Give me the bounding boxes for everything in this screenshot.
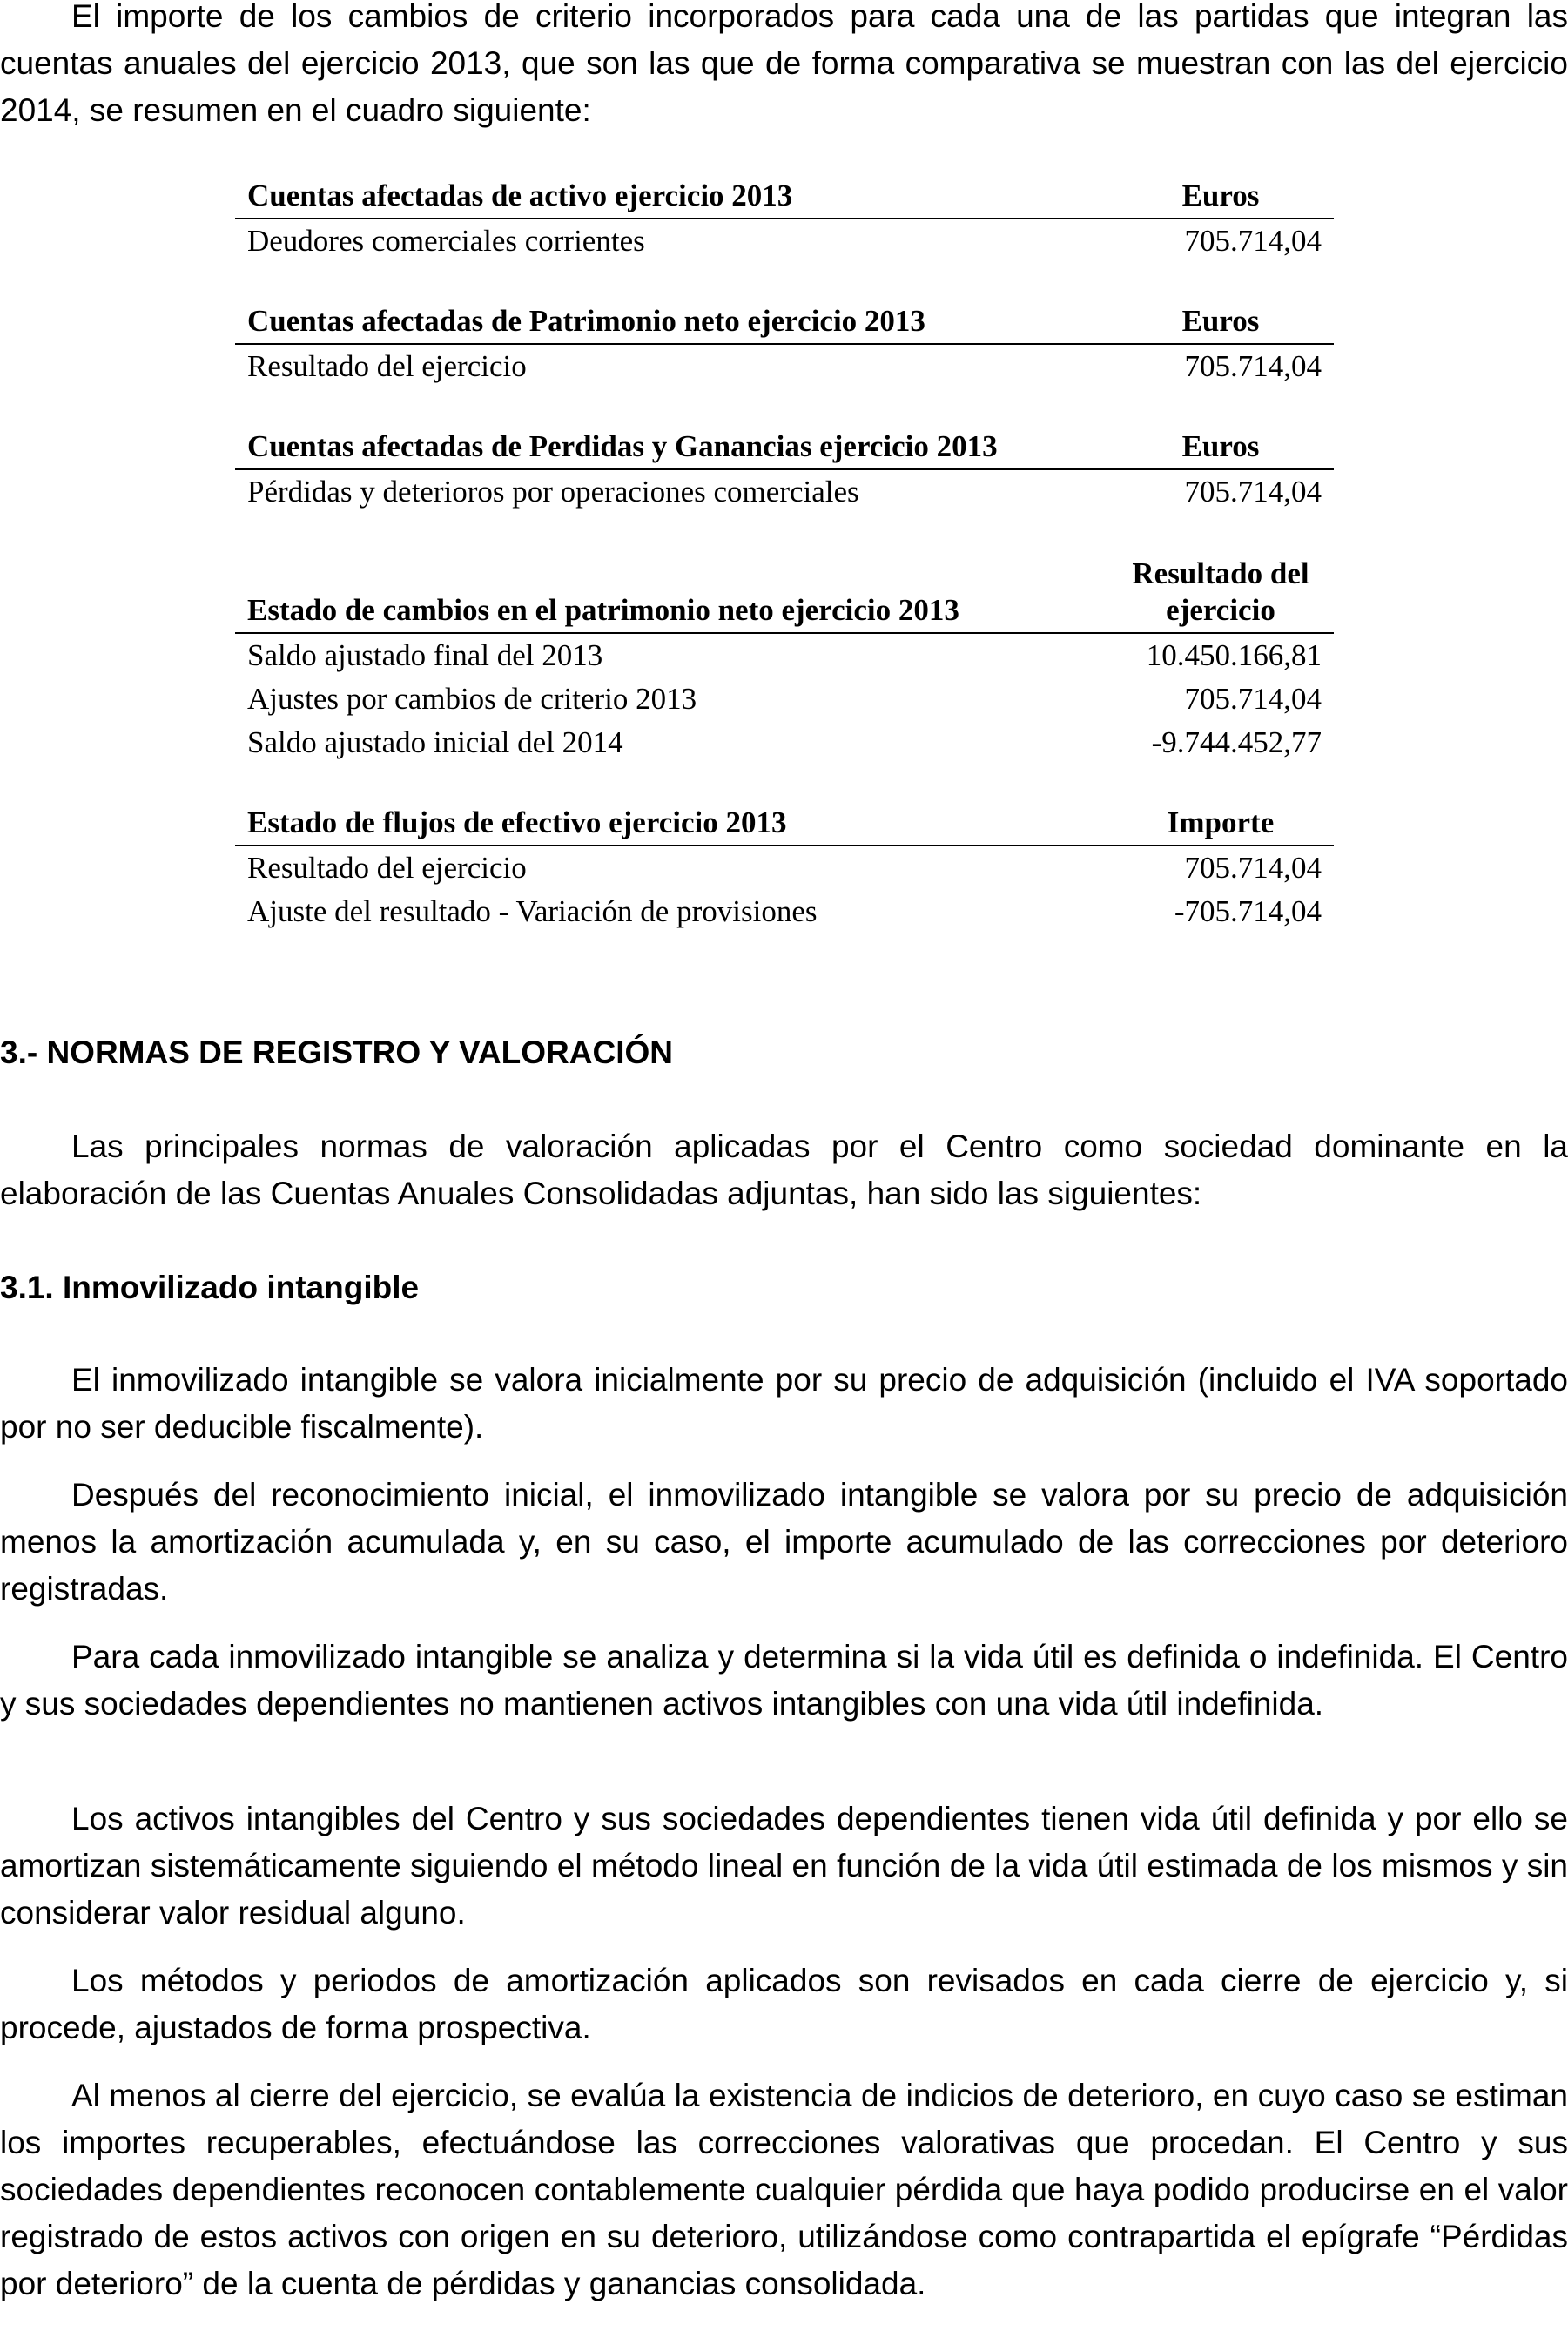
table-patrimonio-neto [235, 303, 1334, 388]
paragraph: Al menos al cierre del ejercicio, se evalúa la existencia de indicios de deterioro, en cuyo caso se estiman los importes recuperables, efectuándose las correcciones valorativas que procedan. El Centro y sus sociedades dependientes reconocen contablemente cualquier pérdida que haya podido producirse en el valor registrado de estos activos con origen en su deterioro, utilizándose como contrapartida el epígrafe “Pérdidas por deterioro” de la cuenta de pérdidas y ganancias consolidada. [0, 2078, 1568, 2301]
table-row [235, 890, 1334, 933]
row-label: Resultado del ejercicio [247, 851, 527, 885]
row-label: Pérdidas y deterioros por operaciones comerciales [247, 475, 859, 509]
paragraph: Para cada inmovilizado intangible se analiza y determina si la vida útil es definida o indefinida. El Centro y sus sociedades dependientes no mantienen activos intangibles con una vida útil indefinida. [0, 1639, 1568, 1722]
row-label: Deudores comerciales corrientes [247, 224, 645, 258]
table-row [235, 846, 1334, 890]
table-header [235, 303, 1334, 345]
row-value: 705.714,04 [1184, 349, 1322, 383]
table-header-label: Cuentas afectadas de Patrimonio neto ejercicio 2013 [247, 304, 925, 338]
row-value: 705.714,04 [1184, 682, 1322, 716]
table-header [235, 805, 1334, 846]
paragraph: Los activos intangibles del Centro y sus sociedades dependientes tienen vida útil definida y por ello se amortizan sistemáticamente siguiendo el método lineal en función de la vida útil estimada de los mismos y sin considerar valor residual alguno. [0, 1801, 1568, 1931]
row-value: 705.714,04 [1184, 224, 1322, 258]
table-row [235, 345, 1334, 388]
intro-paragraph: El importe de los cambios de criterio incorporados para cada una de las partidas que integran las cuentas anuales del ejercicio 2013, que son las que de forma comparativa se muestran con las del ejercicio 2014, se resumen en el cuadro siguiente: [0, 0, 1568, 128]
table-header-label: Cuentas afectadas de activo ejercicio 2013 [247, 179, 793, 212]
table-header-label: Estado de cambios en el patrimonio neto ejercicio 2013 [247, 593, 959, 627]
table-flujos-efectivo [235, 805, 1334, 933]
section-3-title: 3.- NORMAS DE REGISTRO Y VALORACIÓN [0, 1034, 673, 1070]
paragraph: Los métodos y periodos de amortización aplicados son revisados en cada cierre de ejercicio y, si procede, ajustados de forma prospectiva. [0, 1963, 1568, 2045]
table-header-column: Euros [1181, 179, 1260, 212]
table-header-label: Cuentas afectadas de Perdidas y Ganancias ejercicio 2013 [247, 429, 998, 463]
row-value: 705.714,04 [1184, 475, 1322, 509]
table-cambios-patrimonio [235, 556, 1334, 765]
paragraph: Después del reconocimiento inicial, el inmovilizado intangible se valora por su precio de adquisición menos la amortización acumulada y, en su caso, el importe acumulado de las correcciones por deterioro registradas. [0, 1477, 1568, 1607]
paragraph: El inmovilizado intangible se valora inicialmente por su precio de adquisición (incluido el IVA soportado por no ser deducible fiscalmente). [0, 1362, 1568, 1445]
row-label: Ajustes por cambios de criterio 2013 [247, 682, 697, 716]
row-value: 705.714,04 [1184, 851, 1322, 885]
row-label: Resultado del ejercicio [247, 349, 527, 383]
table-header-column-line2: ejercicio [1166, 593, 1275, 627]
table-row [235, 677, 1334, 721]
row-label: Saldo ajustado inicial del 2014 [247, 725, 623, 759]
table-header [235, 178, 1334, 219]
table-header-column: Euros [1181, 304, 1260, 338]
table-perdidas-ganancias [235, 428, 1334, 514]
section-3-intro: Las principales normas de valoración aplicadas por el Centro como sociedad dominante en la elaboración de las Cuentas Anuales Consolidadas adjuntas, han sido las siguientes: [0, 1129, 1568, 1211]
table-header-column-line1: Resultado del [1132, 556, 1309, 590]
row-label: Saldo ajustado final del 2013 [247, 638, 603, 672]
row-label: Ajuste del resultado - Variación de provisiones [247, 894, 818, 928]
table-row [235, 219, 1334, 263]
table-header-column: Importe [1167, 805, 1275, 839]
row-value: -705.714,04 [1174, 894, 1322, 928]
section-3-1-title: 3.1. Inmovilizado intangible [0, 1270, 420, 1305]
table-row [235, 470, 1334, 514]
table-header-column [1107, 556, 1334, 632]
table-header-label: Estado de flujos de efectivo ejercicio 2013 [247, 805, 787, 839]
table-row [235, 721, 1334, 765]
table-activo [235, 178, 1334, 263]
table-header [235, 556, 1334, 634]
table-row [235, 634, 1334, 677]
row-value: -9.744.452,77 [1151, 725, 1322, 759]
table-header-column: Euros [1181, 429, 1260, 463]
table-header [235, 428, 1334, 470]
row-value: 10.450.166,81 [1146, 638, 1322, 672]
